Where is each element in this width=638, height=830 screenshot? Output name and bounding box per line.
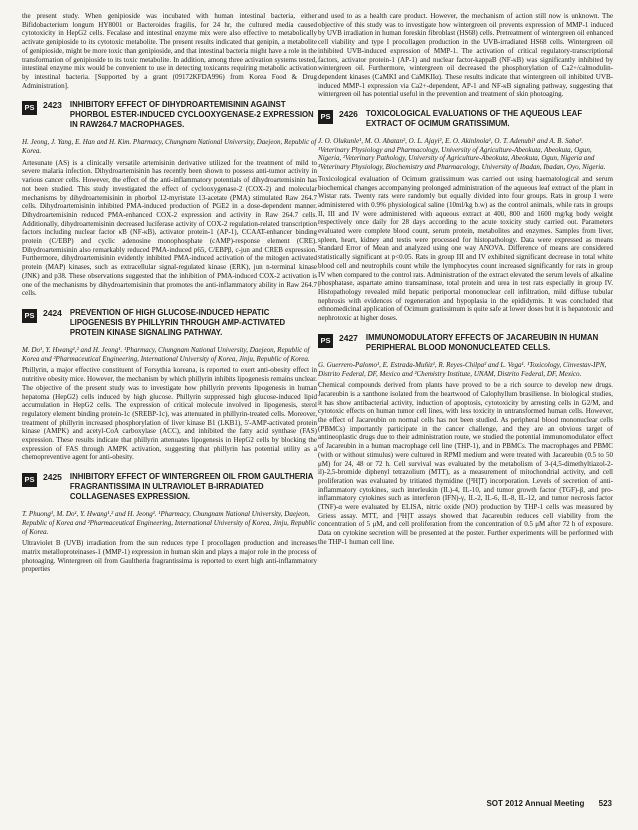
abstract-number: 2427 xyxy=(339,332,358,343)
abstract-number: 2426 xyxy=(339,109,358,120)
abstract-header xyxy=(22,472,317,502)
abstract-header xyxy=(318,333,613,353)
abstract-number: 2423 xyxy=(43,100,62,111)
abstract-number: 2424 xyxy=(43,307,62,318)
ps-badge: PS xyxy=(22,309,37,323)
abstract-2424 xyxy=(22,308,317,462)
abstract-title: INHIBITORY EFFECT OF WINTERGREEN OIL FROM GAULTHERIA FRAGRANTISSIMA IN ULTRAVIOLET B-IRRADIATED COLLAGENASES EXPRESSION. xyxy=(69,472,314,502)
abstract-body: Ultraviolet B (UVB) irradiation from the sun reduces type I procollagen production and increases matrix metalloproteinases-1 (MMP-1) expression in human skin and plays a major role in the process of photoaging. Wintergreen oil from Gaultheria fragrantissima is reported to exert high anti-inflammatory properties xyxy=(22,539,317,574)
right-column xyxy=(318,12,613,551)
abstract-title: IMMUNOMODULATORY EFFECTS OF JACAREUBIN IN HUMAN PERIPHERAL BLOOD MONONUCLEATED CELLS. xyxy=(365,332,599,352)
abstract-2427 xyxy=(318,333,613,547)
left-intro-text: the present study. When genipioside was incubated with human intestinal bacteria, either Bifidobacterium longum HY8001 or Bacteroides fragilis, for 24 hr, the cultured media caused cytotoxicity in HepG2 cells. Fecalase and intestinal enzyme mix were also effective to metabolically activate genipioside to its cytotoxic metabolite. The present results indicated that genipin, a metabolite of genipioside, might be more toxic than genipioside, and that intestinal bacteria might have a role in the transformation of genipioside to its toxic metabolite. In addition, among three activation systems tested, intestinal enzyme mix would be convenient to use in detecting toxicants requiring metabolic activation by intestinal bacteria. [Supported by a grant (09172KFDA996) from Korea Food & Drug Administration]. xyxy=(22,12,317,90)
abstract-authors: G. Guerrero-Palomo¹, E. Estrada-Muñiz¹, R. Reyes-Chilpa² and L. Vega¹. ¹Toxicology, Cinvestav-IPN, Distrito Federal, DF, Mexico and ²Chemistry Institute, UNAM, Distrito Federal, DF, Mexico. xyxy=(318,360,607,378)
ps-badge: PS xyxy=(318,110,333,124)
abstract-title: PREVENTION OF HIGH GLUCOSE-INDUCED HEPATIC LIPOGENESIS BY PHILLYRIN THROUGH AMP-ACTIVATED PROTEIN KINASE SIGNALING PATHWAY. xyxy=(69,307,286,337)
abstract-authors: M. Do¹, Y. Hwang¹,² and H. Jeong¹. ¹Pharmacy, Chungnam National University, Daejeon, Republic of Korea and ²Pharmaceutical Engineering, International University of Korea, Jinju, Republic of Korea. xyxy=(22,345,310,363)
abstract-header xyxy=(318,109,613,129)
abstract-2423 xyxy=(22,100,317,298)
abstract-title: INHIBITORY EFFECT OF DIHYDROARTEMISININ AGAINST PHORBOL ESTER-INDUCED CYCLOOXYGENASE-2 EXPRESSION IN RAW264.7 MACROPHAGES. xyxy=(69,100,314,130)
abstract-2426 xyxy=(318,109,613,323)
meeting-name: SOT 2012 Annual Meeting xyxy=(486,799,585,808)
ps-badge: PS xyxy=(22,101,37,115)
left-column xyxy=(22,12,317,578)
abstract-2425 xyxy=(22,472,317,574)
page-number: 523 xyxy=(598,799,612,808)
ps-badge: PS xyxy=(318,334,333,348)
abstract-body: Artesunate (AS) is a clinically versatile artemisinin derivative utilized for the treatment of mild to severe malaria infection. Dihydroartemisinin has recently been shown to possess anti-tumor activity in various cancer cells. However, the effect of the anti-inflammatory potentials of dihydroartemisinin has not been studied. This study investigated the effect of cyclooxygenase-2 (COX-2) and molecular mechanisms by dihydroartemisinin in phorbol 12-myristate 13-acetate (PMA) stimulated Raw 264.7 cells. Dihydroartemisinin inhibited PMA-induced production of PGE2 in a dose-dependent manner. Dihydroartemisinin reduced PMA-enhanced COX-2 expression and activity in Raw 264.7 cells. Additionally, dihydroartemisinin decreased luciferase activity of COX-2 regulation-related transcription factors including nuclear factor κB (NF-κB), activator protein-1 (AP-1), CCAAT-enhancer binding protein (C/EBP) and cyclic adenosine monophosphate (cAMP)-response element (CRE). Dihydroartemisinin also remarkably reduced PMA-induced p65, C/EBPβ, c-jun and CREB expression. Furthermore, dihydroartemisinin evidently inhibited PMA-induced activation of the mitogen activated protein (MAP) kinases, such as extracellular signal-regulated kinase (ERK), jun n-terminal kinase (JNK) and p38. These observations suggested that the inhibition of PMA-induced COX-2 activation is one of the mechanisms by dihydroartemisinin that promotes the anti-inflammatory ability in Raw 264.7 cells. xyxy=(22,158,317,298)
right-intro-text: and used to as a health care product. However, the mechanism of action still now is unknown. The objective of this study was to investigate how wintergreen oil prevents expression of MMP-1 induced by UVB irradiation in human foreskin fibroblast (HS68) cells. Pretreatment of wintergreen oil enhanced cell viability and type I procollagen production in the UVB-irradiated HS68 cells. Wintergreen oil inhibited UVB-induced expression of MMP-1. The activation of critical regulatory-transcriptional factors, activator protein-1 (AP-1) and nuclear factor-kappaB (NF-κB) was significantly inhibited by wintergreen oil. Furthermore, wintergreen oil decreased the phosphorylation of Ca2+/calmodulin-dependent kinases (CaMKI and CaMKIIα). These results indicate that wintergreen oil inhibited UVB-induced MMP-1 expression via Ca2+-dependent, AP-1 and NF-κB signaling pathway, suggesting that wintergreen oil has potential useful in the prevention and treatment of skin photoaging. xyxy=(318,12,613,99)
abstract-body: Chemical compounds derived from plants have proved to be a rich source to develop new drugs. Jacareubin is a xanthone isolated from the heartwood of Calophyllum brasiliense. In biological studies, it has show antibacterial activity, induction of apoptosis, cytotoxicity by arresting cells in G2/M, and cytotoxic effects on human tumor cell lines, with less toxicity in untransformed human cells. However, the effect of Jacareubin on normal cells has not been studied. As peripheral blood mononuclear cells (PBMCs) importantly participate in the cancer challenge, and they are an obvious target of antineoplastic drugs due to their administration route, we studied the potential immunomodulator effect of Jacareubin in a human macrophage cell line (THP-1), and in PBMCs. The macrophages and PBMC (with or without stimulus) were cultured in RPMI medium and were treated with Jacareubin (0.5 to 50 μM) for 24, 48 or 72 h. Cell survival was evaluated by the metabolism of 3-(4,5-dimethyltiazol-2-il)-2,5-bromide diphenyl tetrazolium (MTT), as a measurement of mitochondrial activity, and cell proliferation was evaluated by tritiated thymidine ([³H]T) incorporation. Levels of secretion of anti-inflammatory cytokines, such interleukin (IL)-4, IL-10, and tumor growth factor (TGF)-β, and pro-inflammatory cytokines such as interferon (IFN)-γ, IL-2, IL-6, IL-8, IL-12, and tumor necrosis factor (TNF)-α were evaluated by ELISA, nitric oxide (NO) production by THP-1 cells was measured by Griess assay. MTT, and [³H]T assays showed that Jacareubin reduces cell viability from the concentration of 5 μM, and cell proliferation from the concentration of 0.5 μM after 72 h of exposure. Data on cytokine secretion will be presented at the poster. Further experiments will be performed with the THP-1 human cell line. xyxy=(318,381,613,546)
abstract-authors: J. O. Olukunle¹, M. O. Abatan², O. L. Ajayi², E. O. Akinlnola¹, O. T. Adenubi¹ and A. B. Saba³. ¹Veterinary Physiology and Pharmacology, University of Agriculture-Abeokuta, Abeokuta, Ogun, Nigeria, ²Veterinary Pathology, University of Agriculture-Abeokuta, Abeokuta, Ogun, Nigeria and ³Veterinary Physiology, Biochemistry and Pharmacology, University of Ibadan, Ibadan, Oyo, Nigeria. xyxy=(318,137,606,172)
abstract-authors: H. Jeong, J. Yang, E. Han and H. Kim. Pharmacy, Chungnam National University, Daejeon, Republic of Korea. xyxy=(22,138,317,156)
abstract-title: TOXICOLOGICAL EVALUATIONS OF THE AQUEOUS LEAF EXTRACT OF OCIMUM GRATISSIMUM. xyxy=(365,109,583,129)
abstract-header xyxy=(22,100,317,130)
abstract-number: 2425 xyxy=(43,472,62,483)
abstract-body: Toxicological evaluation of Ocimum gratissimum was carried out using haematological and serum biochemical changes accompanying prolonged administration of the aqueous leaf extract of the plant in Wistar rats. Twenty rats were randomly but equally divided into four groups. Rats in group I were administered with 0.9% physiological saline (10ml/kg b.w) as the control animals, while rats in groups II, III and IV were administered with aqueous extract at 400, 800 and 1600 mg/kg body weight respectively once daily for 28 days according to the acute toxicity study carried out. Parameters evaluated were complete blood count, serum protein, metabolites and enzymes. Samples from liver, spleen, heart, kidney and testis were processed for histopathology. Data were expressed as means Standard Error of Mean and analyzed using one way ANOVA. Difference of means are considered statistically significant at p<0.05. Rats in group III and IV exhibited significant decrease in total white blood cell and neutrophils count while the lymphocytes count increased significantly for rats in group IV when compared to the control rats. Administration of the extract elevated the serum levels of alkaline phosphatase, aspartate amino transaminase, total protein and urea in test rats especially in group IV. Histopathology revealed mild hepatic periportal mononuclear cell infiltration, mild diffuse tubular nephrosis with evidences of regeneration and hypoplasia in the epididymis. It was concluded that ethnomedicinal application of Ocimum gratissimum is quite safe at lower doses but it is hepatotoxic and nephrotoxic at higher doses. xyxy=(318,174,613,323)
abstract-header xyxy=(22,308,317,338)
abstract-body: Phillyrin, a major effective constituent of Forsythia koreana, is reported to exert anti-obesity effect in nutritive obesity mice. However, the mechanism by which phillyrin inhibits lipogenesis remains unclear. The objective of the present study was to investigate how phillyrin prevents lipogenesis in human hepatoma (HepG2) cells induced by high glucose. Phillyrin suppressed high glucose-induced lipid accumulation in HepG2 cells. The expression of critical molecule involved in lipogenesis, sterol regulatory element binding protein-1c (SREBP-1c), was attenuated in phillyrin-treated cells. Moreover, treatment of phillyrin increased phosphorylation of liver kinase B1 (LKB1), 5'-AMP-activated protein kinase (AMPK) and acetyl-CoA carboxylase (ACC), and inhibited the fatty acid synthase (FAS) expression. These results indicate that phillyrin attenuates lipogenesis in HepG2 cells by blocking the expression of FAS through AMPK activation, suggesting that phillyrin has potential utility as a chemopreventive agent for anti-obesity. xyxy=(22,366,317,462)
page-footer xyxy=(474,799,612,808)
abstract-authors: T. Phuong¹, M. Do¹, Y. Hwang¹,² and H. Jeong¹. ¹Pharmacy, Chungnam National University, Daejeon, Republic of Korea and ²Pharmaceutical Engineering, International University of Korea, Jinju, Republic of Korea. xyxy=(22,510,316,536)
ps-badge: PS xyxy=(22,473,37,487)
